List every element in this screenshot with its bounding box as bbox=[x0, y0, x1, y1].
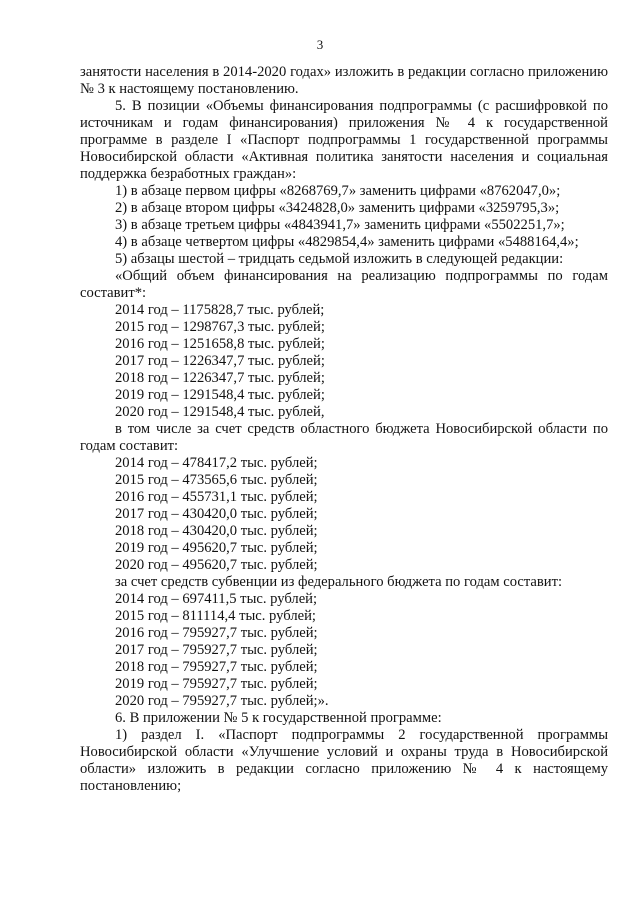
paragraph: 6. В приложении № 5 к государственной программе: bbox=[115, 710, 442, 726]
paragraph: 2020 год – 1291548,4 тыс. рублей, bbox=[115, 404, 325, 420]
page-number: 3 bbox=[316, 37, 324, 52]
paragraph: 2) в абзаце втором цифры «3424828,0» заменить цифрами «3259795,3»; bbox=[115, 200, 560, 216]
paragraph: «Общий объем финансирования на реализацию подпрограммы по годам составит*: bbox=[80, 268, 608, 301]
paragraph: 4) в абзаце четвертом цифры «4829854,4» заменить цифрами «5488164,4»; bbox=[115, 234, 579, 250]
paragraph: 2019 год – 1291548,4 тыс. рублей; bbox=[115, 387, 325, 403]
paragraph: 2019 год – 795927,7 тыс. рублей; bbox=[115, 676, 318, 692]
document-body bbox=[80, 64, 608, 795]
paragraph: занятости населения в 2014-2020 годах» изложить в редакции согласно приложению № 3 к настоящему постановлению. bbox=[80, 64, 608, 97]
paragraph: 2016 год – 455731,1 тыс. рублей; bbox=[115, 489, 318, 505]
paragraph: 2014 год – 697411,5 тыс. рублей; bbox=[115, 591, 318, 607]
paragraph: 2018 год – 795927,7 тыс. рублей; bbox=[115, 659, 318, 675]
paragraph: 2014 год – 478417,2 тыс. рублей; bbox=[115, 455, 318, 471]
paragraph: 2015 год – 473565,6 тыс. рублей; bbox=[115, 472, 318, 488]
paragraph: 2017 год – 795927,7 тыс. рублей; bbox=[115, 642, 318, 658]
paragraph: 2018 год – 1226347,7 тыс. рублей; bbox=[115, 370, 325, 386]
paragraph: 2015 год – 811114,4 тыс. рублей; bbox=[115, 608, 316, 624]
paragraph: 5) абзацы шестой – тридцать седьмой изложить в следующей редакции: bbox=[115, 251, 564, 267]
paragraph: 2019 год – 495620,7 тыс. рублей; bbox=[115, 540, 318, 556]
paragraph: 3) в абзаце третьем цифры «4843941,7» заменить цифрами «5502251,7»; bbox=[115, 217, 565, 233]
paragraph: 2016 год – 1251658,8 тыс. рублей; bbox=[115, 336, 325, 352]
paragraph: в том числе за счет средств областного бюджета Новосибирской области по годам составит: bbox=[80, 421, 608, 454]
paragraph: 2014 год – 1175828,7 тыс. рублей; bbox=[115, 302, 325, 318]
paragraph: 5. В позиции «Объемы финансирования подпрограммы (с расшифровкой по источникам и годам финансирования) приложения № 4 к государственной программе в разделе I «Паспорт подпрограммы 1 государственной программы Новосибирской области «Активная политика занятости населения и социальная поддержка безработных граждан»: bbox=[80, 98, 608, 182]
paragraph: 2017 год – 1226347,7 тыс. рублей; bbox=[115, 353, 325, 369]
paragraph: 2020 год – 495620,7 тыс. рублей; bbox=[115, 557, 318, 573]
paragraph: 2020 год – 795927,7 тыс. рублей;». bbox=[115, 693, 329, 709]
paragraph: 1) раздел I. «Паспорт подпрограммы 2 государственной программы Новосибирской области «Улучшение условий и охраны труда в Новосибирской области» изложить в редакции согласно приложению № 4 к настоящему постановлению; bbox=[80, 727, 608, 794]
paragraph: 2015 год – 1298767,3 тыс. рублей; bbox=[115, 319, 325, 335]
paragraph: 2016 год – 795927,7 тыс. рублей; bbox=[115, 625, 318, 641]
paragraph: 2018 год – 430420,0 тыс. рублей; bbox=[115, 523, 318, 539]
paragraph: 2017 год – 430420,0 тыс. рублей; bbox=[115, 506, 318, 522]
paragraph: 1) в абзаце первом цифры «8268769,7» заменить цифрами «8762047,0»; bbox=[115, 183, 561, 199]
paragraph: за счет средств субвенции из федерального бюджета по годам составит: bbox=[115, 574, 563, 590]
